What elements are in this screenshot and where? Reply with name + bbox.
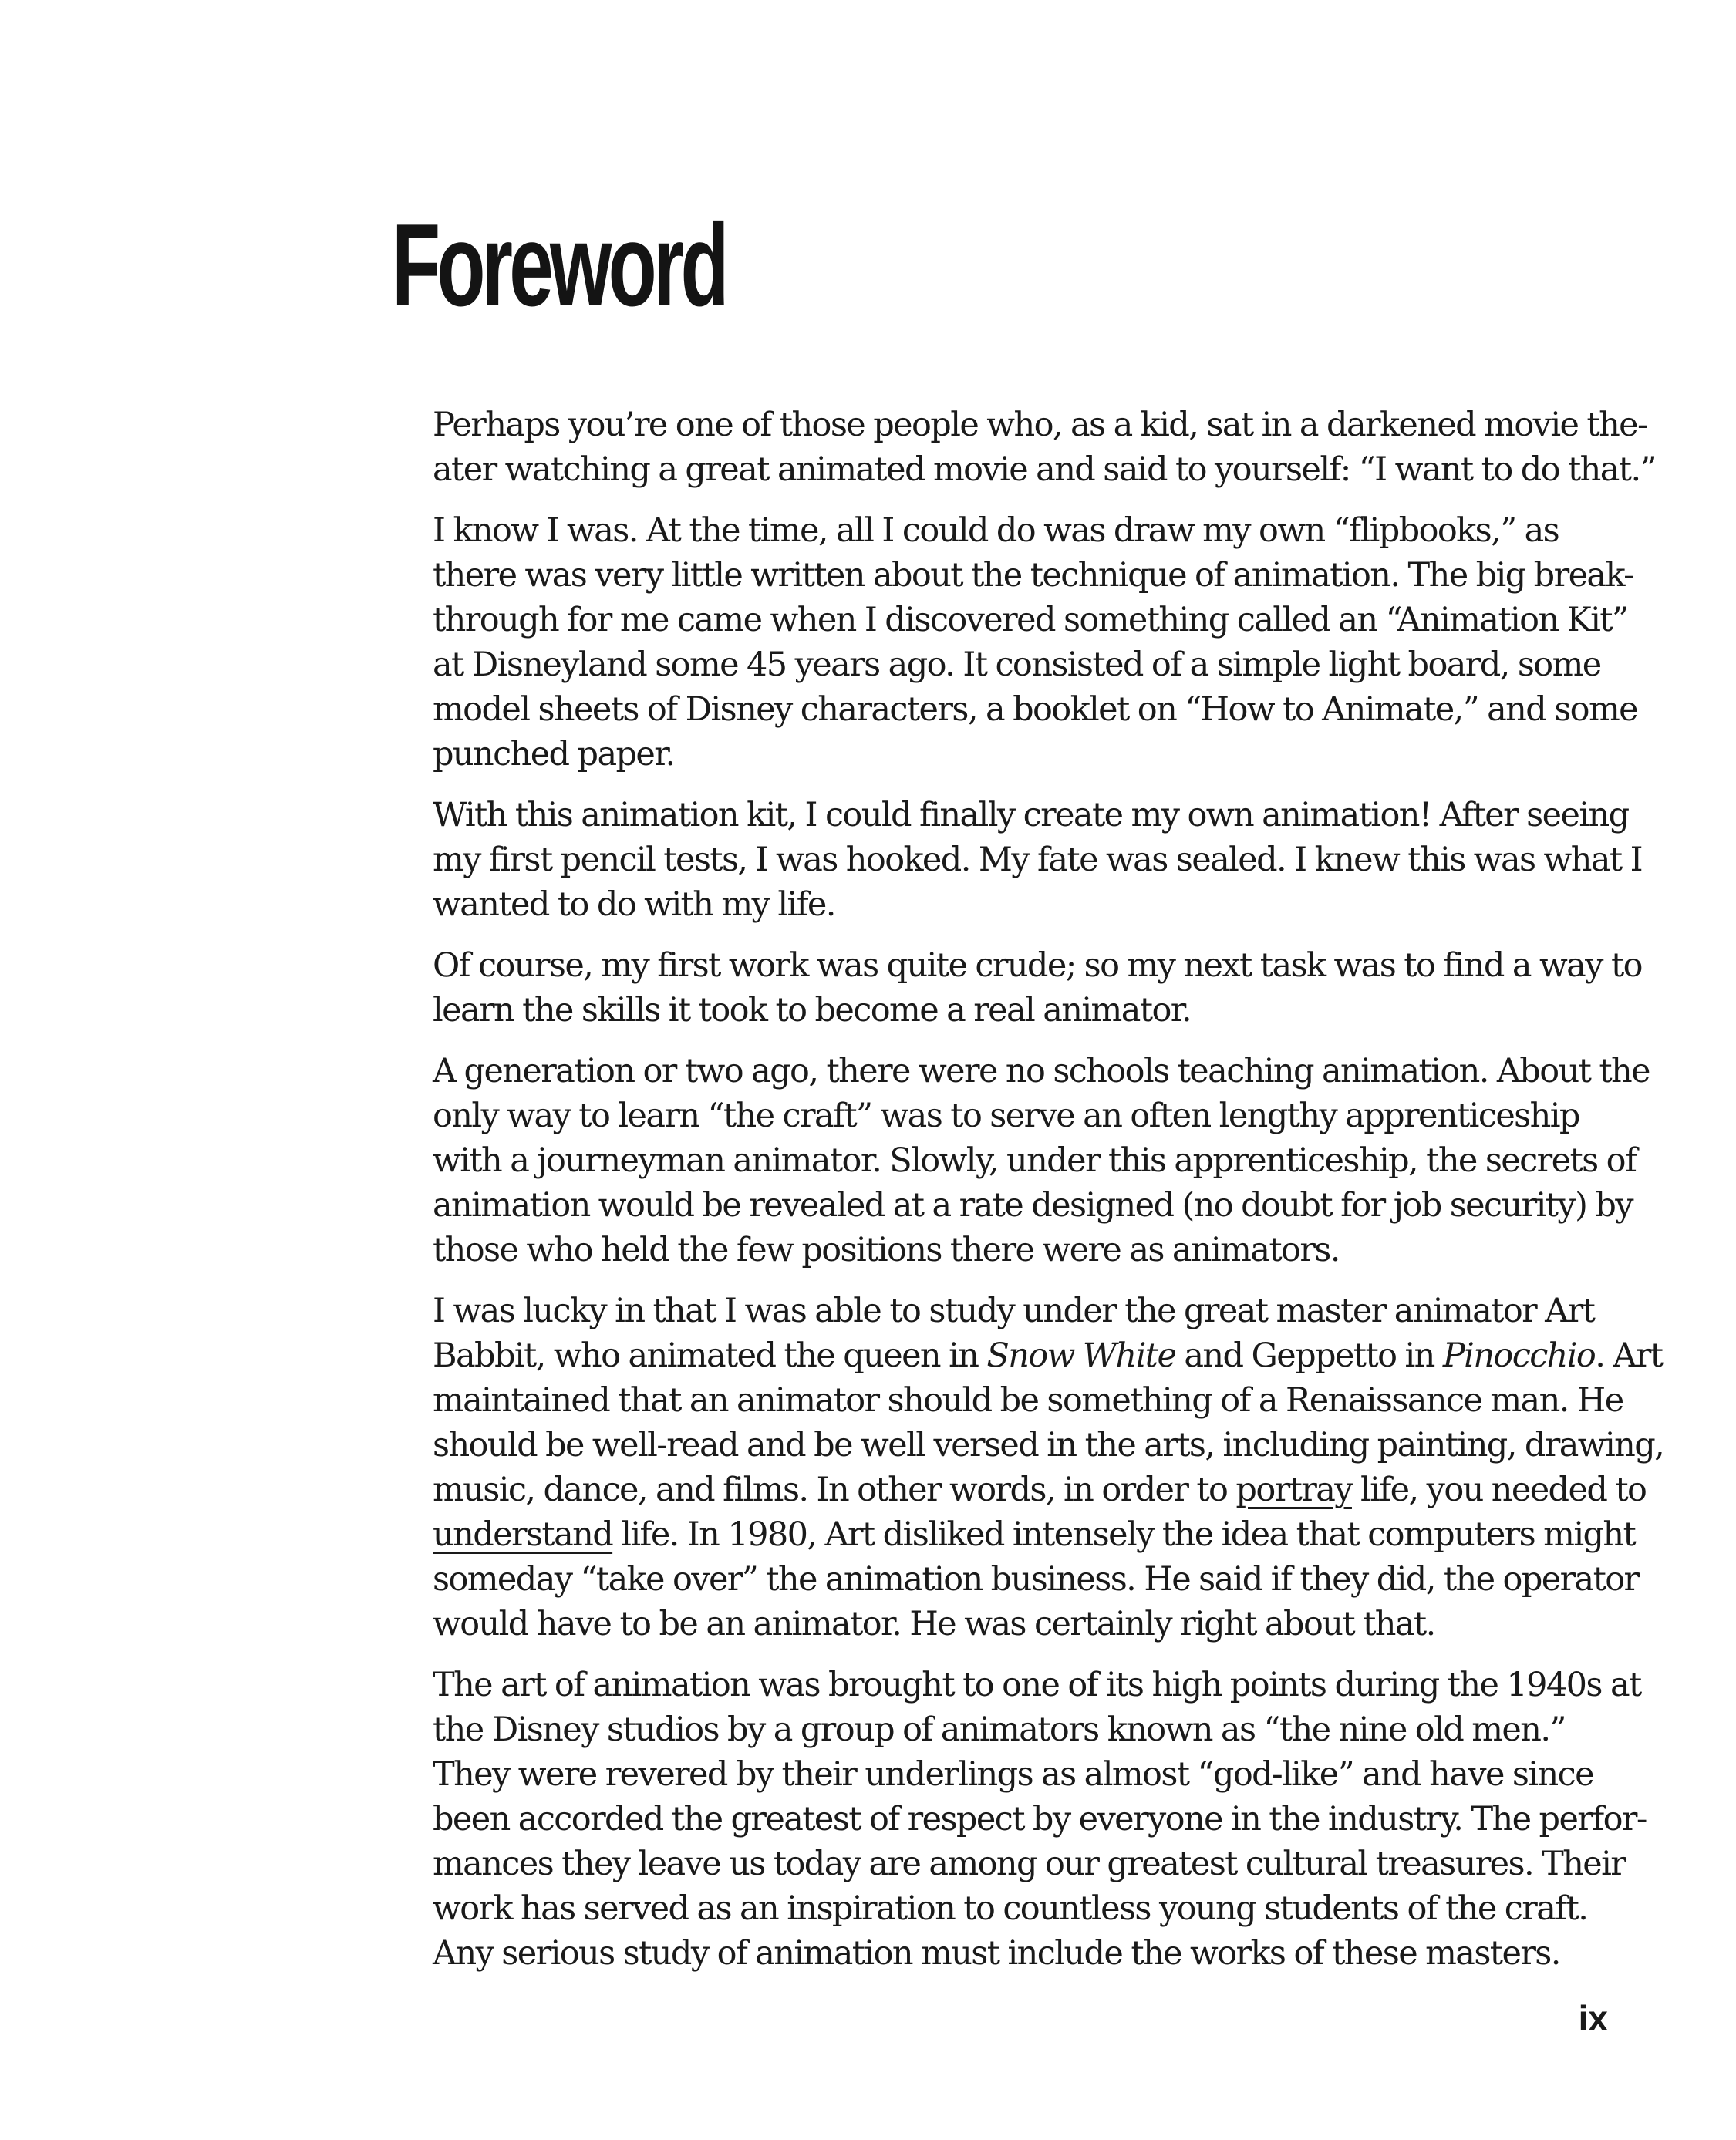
text-line: maintained that an animator should be something of a Renaissance man. He (433, 1381, 1623, 1420)
text-line: at Disneyland some 45 years ago. It consisted of a simple light board, some (433, 645, 1601, 684)
text-line: The art of animation was brought to one of its high points during the 1940s at (433, 1666, 1641, 1704)
paragraph-7 (433, 1663, 1647, 1976)
text-line: I know I was. At the time, all I could do was draw my own “flipbooks,” as (433, 511, 1559, 550)
text-line: They were revered by their underlings as almost “god-like” and have since (433, 1755, 1593, 1794)
text-line: Any serious study of animation must include the works of these masters. (433, 1934, 1560, 1973)
text-line: my first pencil tests, I was hooked. My fate was sealed. I knew this was what I (433, 841, 1643, 879)
text-run: music, dance, and films. In other words, in order to (433, 1471, 1236, 1509)
text-line: with a journeyman animator. Slowly, under this apprenticeship, the secrets of (433, 1141, 1637, 1180)
paragraph-5 (433, 1049, 1650, 1272)
paragraph-1 (433, 403, 1656, 492)
text-line: only way to learn “the craft” was to serve an often lengthy apprenticeship (433, 1097, 1579, 1135)
text-run: Babbit, who animated the queen in (433, 1336, 987, 1375)
text-line: A generation or two ago, there were no schools teaching animation. About the (433, 1052, 1650, 1090)
italic-title-pinocchio: Pinocchio (1442, 1336, 1596, 1375)
text-line (433, 1468, 1647, 1512)
foreword-body (433, 403, 1664, 1992)
text-line: should be well-read and be well versed in the arts, including painting, drawing, (433, 1426, 1664, 1464)
text-line: punched paper. (433, 735, 675, 773)
paragraph-6 (433, 1289, 1664, 1646)
text-run: . Art (1595, 1336, 1663, 1375)
text-line: would have to be an animator. He was certainly right about that. (433, 1605, 1435, 1643)
text-line: I was lucky in that I was able to study under the great master animator Art (433, 1292, 1595, 1330)
text-run: and Geppetto in (1175, 1336, 1443, 1375)
text-line: animation would be revealed at a rate designed (no doubt for job security) by (433, 1186, 1633, 1225)
text-line: model sheets of Disney characters, a booklet on “How to Animate,” and some (433, 690, 1637, 729)
text-line: someday “take over” the animation business. He said if they did, the operator (433, 1560, 1639, 1599)
text-line: been accorded the greatest of respect by everyone in the industry. The perfor- (433, 1800, 1647, 1838)
text-line: wanted to do with my life. (433, 885, 835, 924)
text-line (433, 1333, 1663, 1378)
paragraph-4 (433, 943, 1642, 1033)
italic-title-snow-white: Snow White (986, 1336, 1176, 1375)
text-line: Perhaps you’re one of those people who, as a kid, sat in a darkened movie the- (433, 406, 1647, 444)
text-line: ater watching a great animated movie and said to yourself: “I want to do that.” (433, 450, 1656, 489)
paragraph-3 (433, 793, 1643, 927)
page-number: ix (1578, 1998, 1608, 2038)
chapter-title: Foreword (392, 200, 726, 331)
text-line: through for me came when I discovered something called an “Animation Kit” (433, 601, 1628, 639)
text-line: learn the skills it took to become a real animator. (433, 991, 1192, 1030)
text-run: life, you needed to (1351, 1471, 1647, 1509)
text-line: work has served as an inspiration to countless young students of the craft. (433, 1889, 1588, 1928)
text-line: the Disney studios by a group of animators known as “the nine old men.” (433, 1710, 1566, 1749)
paragraph-2 (433, 508, 1637, 777)
text-line: mances they leave us today are among our greatest cultural treasures. Their (433, 1845, 1626, 1883)
text-line: those who held the few positions there were as animators. (433, 1231, 1340, 1269)
text-line: Of course, my first work was quite crude; so my next task was to find a way to (433, 946, 1642, 985)
text-line: there was very little written about the technique of animation. The big break- (433, 556, 1634, 595)
underlined-word-understand: understand (433, 1515, 613, 1554)
text-line: With this animation kit, I could finally create my own animation! After seeing (433, 796, 1629, 834)
underlined-word-portray: portray (1235, 1471, 1352, 1509)
text-run: life. In 1980, Art disliked intensely the idea that computers might (612, 1515, 1636, 1554)
text-line (433, 1512, 1636, 1557)
